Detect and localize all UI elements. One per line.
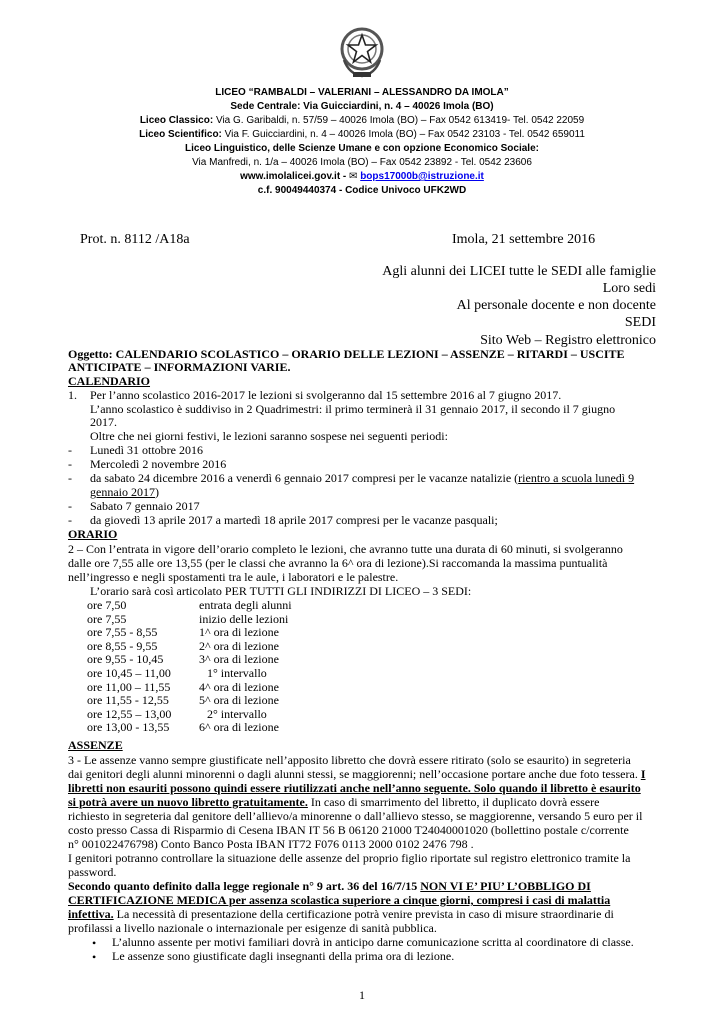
email-link[interactable]: bops17000b@istruzione.it — [360, 171, 484, 182]
assenze-emphasis: libretti non esauriti possono quindi essere riutilizzati anche nell’anno seguente. Solo quando il libretto è esaurito — [68, 781, 641, 795]
main-office: Sede Centrale: Via Guicciardini, n. 4 – 40026 Imola (BO) — [230, 101, 494, 112]
recipient-line: Loro sedi — [602, 281, 656, 296]
scientifico-text: Via F. Guicciardini, n. 4 – 40026 Imola (BO) – Fax 0542 23103 - Tel. 0542 659011 — [221, 129, 585, 140]
calendario-heading: CALENDARIO — [68, 374, 151, 388]
subject-line: ANTICIPATE – INFORMAZIONI VARIE. — [68, 360, 291, 374]
assenze-text — [68, 880, 591, 894]
liceo-scientifico-line — [0, 128, 724, 141]
fiscal-code: c.f. 90049440374 - Codice Univoco UFK2WD — [257, 185, 467, 196]
recipient-line: Al personale docente e non docente — [456, 298, 656, 313]
schedule-row — [87, 667, 292, 681]
orario-text: nell’ingresso e negli spostamenti tra le aule, i laboratori e le palestre. — [68, 570, 399, 584]
schedule-time: ore 11,00 – 11,55 — [87, 679, 171, 694]
assenze-text: 3 - Le assenze vanno sempre giustificate nell’apposito libretto che dovrà essere ritirato (solo se esaurito) in segreteria — [68, 753, 631, 767]
website-text: www.imolalicei.gov.it - — [240, 171, 350, 182]
schedule-activity: 1^ ora di lezione — [199, 625, 279, 640]
schedule-time: ore 11,55 - 12,55 — [87, 693, 169, 708]
bullet-item: Le assenze sono giustificate dagli insegnanti della prima ora di lezione. — [112, 949, 455, 963]
assenze-text-span: dai genitori degli alunni minorenni o dagli alunni stessi, se maggiorenni; nell’occasione portare anche due foto tessera. — [68, 767, 641, 781]
schedule-row — [87, 640, 292, 654]
list-item: Lunedì 31 ottobre 2016 — [90, 443, 203, 457]
calendario-text: Oltre che nei giorni festivi, le lezioni saranno sospese nei seguenti periodi: — [90, 429, 448, 443]
list-dash: - — [68, 471, 72, 485]
mail-icon: ✉ — [349, 171, 358, 182]
assenze-text-span: In caso di smarrimento del libretto, il duplicato dovrà essere — [307, 795, 600, 809]
assenze-emphasis: si potrà avere un nuovo libretto gratuitamente. — [68, 795, 308, 809]
assenze-text — [68, 768, 646, 782]
list-dash: - — [68, 513, 72, 527]
schedule-row — [87, 721, 292, 735]
orario-text: dalle ore 7,55 alle ore 13,55 (per le classi che avranno la 6^ ora di lezione).Si raccomanda la massima puntualità — [68, 556, 608, 570]
list-item-text: da sabato 24 dicembre 2016 a venerdì 6 gennaio 2017 compresi per le vacanze natalizie ( — [90, 471, 519, 485]
orario-heading: ORARIO — [68, 527, 118, 541]
list-item: Sabato 7 gennaio 2017 — [90, 499, 200, 513]
schedule-row — [87, 653, 292, 667]
assenze-text-span: La necessità di presentazione della certificazione potrà venire prevista in caso di misure straordinarie di — [113, 907, 614, 921]
liceo-classico-line — [0, 114, 724, 127]
liceo-linguistico-address: Via Manfredi, n. 1/a – 40026 Imola (BO) – Fax 0542 23892 - Tel. 0542 23606 — [192, 157, 532, 168]
bullet-icon: • — [92, 950, 97, 964]
schedule-activity: 6^ ora di lezione — [199, 720, 279, 735]
schedule-time: ore 8,55 - 9,55 — [87, 638, 158, 653]
schedule-time: ore 13,00 - 13,55 — [87, 720, 170, 735]
schedule-time: ore 9,55 - 10,45 — [87, 652, 164, 667]
schedule-activity: 5^ ora di lezione — [199, 693, 279, 708]
rientro-close: ) — [155, 485, 159, 499]
bullet-item: L’alunno assente per motivi familiari dovrà in anticipo darne comunicazione scritta al coordinatore di classe. — [112, 935, 634, 949]
schedule-row — [87, 613, 292, 627]
recipient-line: SEDI — [624, 315, 656, 330]
recipient-line: Sito Web – Registro elettronico — [480, 333, 656, 348]
schedule-row — [87, 599, 292, 613]
assenze-emphasis: CERTIFICAZIONE MEDICA per assenza scolastica superiore a cinque giorni, compresi i casi di malattia — [68, 893, 611, 907]
schedule-table — [87, 599, 292, 735]
schedule-activity: 2° intervallo — [207, 706, 267, 721]
schedule-row — [87, 708, 292, 722]
list-dash: - — [68, 443, 72, 457]
schedule-time: ore 7,55 - 8,55 — [87, 625, 158, 640]
list-item: Mercoledì 2 novembre 2016 — [90, 457, 227, 471]
assenze-text: costo presso Cassa di Risparmio di Cesena IBAN IT 56 B 06120 21000 T24040001020 (bollettino postale c/corrente — [68, 823, 629, 837]
assenze-text — [68, 796, 599, 810]
calendario-text: L’anno scolastico è suddiviso in 2 Quadrimestri: il primo terminerà il 31 gennaio 2017, il secondo il 7 giugno — [90, 402, 616, 416]
calendario-number: 1. — [68, 388, 77, 402]
orario-text: 2 – Con l’entrata in vigore dell’orario completo le lezioni, che avranno tutte una durata di 60 minuti, si svolgeranno — [68, 542, 623, 556]
assenze-text: n° 001022476798) Conto Banco Posta IBAN IT72 F076 0113 2000 0102 2476 798 . — [68, 837, 474, 851]
liceo-linguistico-line: Liceo Linguistico, delle Scienze Umane e con opzione Economico Sociale: — [185, 143, 539, 154]
schedule-row — [87, 681, 292, 695]
page-number: 1 — [359, 988, 365, 1002]
protocol-number: Prot. n. 8112 /A18a — [80, 232, 190, 247]
assenze-emphasis: NON VI E’ PIU’ L’OBBLIGO DI — [420, 879, 591, 893]
subject-line: Oggetto: CALENDARIO SCOLASTICO – ORARIO DELLE LEZIONI – ASSENZE – RITARDI – USCITE — [68, 347, 625, 361]
schedule-row — [87, 694, 292, 708]
calendario-text: Per l’anno scolastico 2016-2017 le lezioni si svolgeranno dal 15 settembre 2016 al 7 giugno 2017. — [90, 388, 562, 402]
republic-emblem-icon — [337, 22, 387, 80]
assenze-text — [68, 908, 614, 922]
schedule-activity: entrata degli alunni — [199, 598, 292, 612]
rientro-note: rientro a scuola lunedì 9 — [518, 471, 635, 485]
schedule-time: ore 12,55 – 13,00 — [87, 706, 172, 721]
list-item-continuation — [90, 486, 159, 500]
rientro-note: gennaio 2017 — [90, 485, 155, 499]
assenze-text: richiesto in segreteria dal genitore dell’allievo/a minorenne o dall’allievo stesso, se maggiorenne, versando 5 euro per il — [68, 809, 643, 823]
schedule-activity: 2^ ora di lezione — [199, 638, 279, 653]
list-item: da giovedì 13 aprile 2017 a martedì 18 aprile 2017 compresi per le vacanze pasquali; — [90, 513, 498, 527]
schedule-activity: 4^ ora di lezione — [199, 679, 279, 694]
assenze-bold: Secondo quanto definito dalla legge regionale n° 9 art. 36 del 16/7/15 — [68, 879, 421, 893]
assenze-emphasis: I — [640, 767, 646, 781]
schedule-activity: inizio delle lezioni — [199, 611, 289, 626]
schedule-time: ore 7,55 — [87, 611, 127, 626]
schedule-time: ore 10,45 – 11,00 — [87, 665, 171, 680]
calendario-text: 2017. — [90, 415, 117, 429]
assenze-emphasis: infettiva. — [68, 907, 114, 921]
recipient-line: Agli alunni dei LICEI tutte le SEDI alle famiglie — [382, 264, 656, 279]
assenze-heading: ASSENZE — [68, 738, 123, 752]
schedule-activity: 1° intervallo — [207, 665, 267, 680]
list-item — [90, 472, 634, 486]
document-date: Imola, 21 settembre 2016 — [452, 232, 596, 247]
contacts-line — [0, 170, 724, 183]
classico-label: Liceo Classico: — [139, 115, 214, 126]
schedule-activity: 3^ ora di lezione — [199, 652, 279, 667]
assenze-text: I genitori potranno controllare la situazione delle assenze del proprio figlio riportate sul registro elettronico tramite la — [68, 851, 631, 865]
list-dash: - — [68, 499, 72, 513]
assenze-text: profilassi a livello nazionale o internazionale per esigenze di sanità pubblica. — [68, 921, 437, 935]
orario-text: L’orario sarà così articolato PER TUTTI GLI INDIRIZZI DI LICEO – 3 SEDI: — [90, 584, 472, 598]
bullet-icon: • — [92, 936, 97, 950]
scientifico-label: Liceo Scientifico: — [139, 129, 222, 140]
list-dash: - — [68, 457, 72, 471]
assenze-text: password. — [68, 865, 117, 879]
schedule-time: ore 7,50 — [87, 598, 127, 612]
school-name: LICEO “RAMBALDI – VALERIANI – ALESSANDRO DA IMOLA” — [215, 87, 509, 98]
schedule-row — [87, 626, 292, 640]
classico-text: Via G. Garibaldi, n. 57/59 – 40026 Imola (BO) – Fax 0542 613419- Tel. 0542 22059 — [213, 115, 585, 126]
